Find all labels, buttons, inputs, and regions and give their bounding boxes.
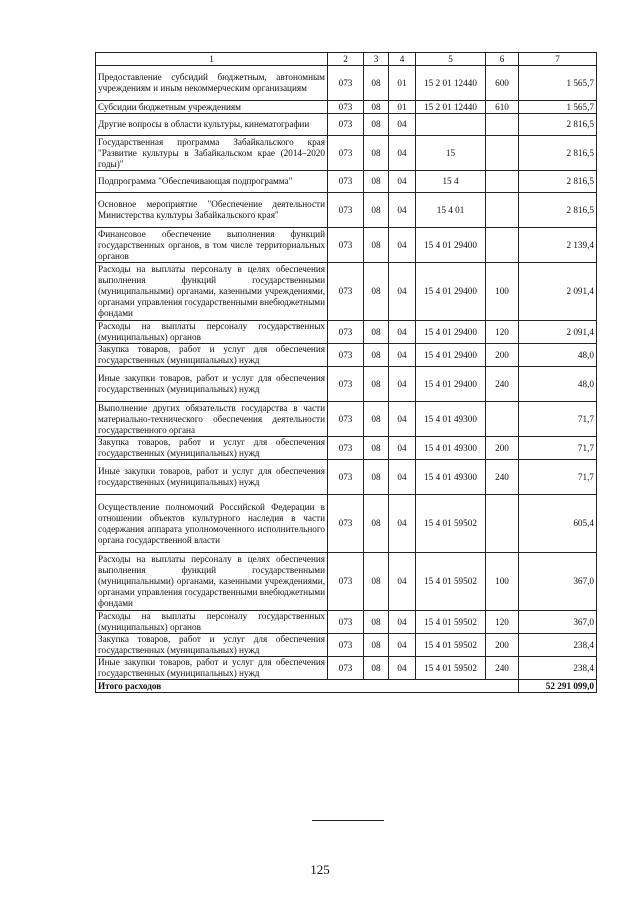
ved-code-cell: 073 bbox=[328, 171, 364, 193]
subsection-code-cell: 04 bbox=[389, 367, 416, 402]
expense-type-cell bbox=[486, 495, 519, 553]
expense-type-cell: 610 bbox=[486, 101, 519, 114]
ved-code-cell: 073 bbox=[328, 66, 364, 101]
ved-code-cell: 073 bbox=[328, 228, 364, 263]
section-code-cell: 08 bbox=[364, 402, 389, 437]
target-item-cell: 15 4 01 59502 bbox=[416, 495, 486, 553]
section-code-cell: 08 bbox=[364, 228, 389, 263]
subsection-code-cell: 04 bbox=[389, 193, 416, 228]
row-name-cell: Государственная программа Забайкальского края "Развитие культуры в Забайкальском крае (2014–2020 годы)" bbox=[96, 136, 328, 171]
section-code-cell: 08 bbox=[364, 495, 389, 553]
target-item-cell: 15 4 01 49300 bbox=[416, 437, 486, 460]
subsection-code-cell: 04 bbox=[389, 263, 416, 321]
row-name-cell: Осуществление полномочий Российской Федерации в отношении объектов культурного наследия в части содержания аппарата уполномоченного исполнительного органа государственной власти bbox=[96, 495, 328, 553]
header-cell: 7 bbox=[519, 53, 597, 66]
total-row bbox=[96, 680, 597, 693]
ved-code-cell: 073 bbox=[328, 495, 364, 553]
amount-cell: 367,0 bbox=[519, 611, 597, 634]
target-item-cell: 15 4 01 29400 bbox=[416, 367, 486, 402]
ved-code-cell: 073 bbox=[328, 344, 364, 367]
expense-type-cell: 240 bbox=[486, 460, 519, 495]
row-name-cell: Расходы на выплаты персоналу государственных (муниципальных) органов bbox=[96, 321, 328, 344]
section-code-cell: 08 bbox=[364, 437, 389, 460]
subsection-code-cell: 04 bbox=[389, 402, 416, 437]
amount-cell: 367,0 bbox=[519, 553, 597, 611]
target-item-cell: 15 4 01 29400 bbox=[416, 263, 486, 321]
amount-cell: 1 565,7 bbox=[519, 101, 597, 114]
target-item-cell bbox=[416, 114, 486, 136]
subsection-code-cell: 04 bbox=[389, 460, 416, 495]
row-name-cell: Основное мероприятие "Обеспечение деятельности Министерства культуры Забайкальского края" bbox=[96, 193, 328, 228]
section-code-cell: 08 bbox=[364, 193, 389, 228]
target-item-cell: 15 4 01 59502 bbox=[416, 611, 486, 634]
ved-code-cell: 073 bbox=[328, 402, 364, 437]
subsection-code-cell: 04 bbox=[389, 634, 416, 657]
header-cell: 2 bbox=[328, 53, 364, 66]
table-row bbox=[96, 344, 597, 367]
table-row bbox=[96, 402, 597, 437]
subsection-code-cell: 01 bbox=[389, 101, 416, 114]
row-name-cell: Выполнение других обязательств государства в части материально-технического обеспечения деятельности государственного органа bbox=[96, 402, 328, 437]
subsection-code-cell: 04 bbox=[389, 553, 416, 611]
expense-type-cell bbox=[486, 228, 519, 263]
table-row bbox=[96, 101, 597, 114]
row-name-cell: Предоставление субсидий бюджетным, автономным учреждениям и иным некоммерческим организациям bbox=[96, 66, 328, 101]
row-name-cell: Иные закупки товаров, работ и услуг для обеспечения государственных (муниципальных) нужд bbox=[96, 460, 328, 495]
ved-code-cell: 073 bbox=[328, 611, 364, 634]
amount-cell: 2 816,5 bbox=[519, 193, 597, 228]
section-code-cell: 08 bbox=[364, 634, 389, 657]
section-code-cell: 08 bbox=[364, 136, 389, 171]
expense-type-cell bbox=[486, 114, 519, 136]
amount-cell: 238,4 bbox=[519, 657, 597, 680]
table-row bbox=[96, 263, 597, 321]
subsection-code-cell: 04 bbox=[389, 321, 416, 344]
subsection-code-cell: 04 bbox=[389, 657, 416, 680]
header-cell: 5 bbox=[416, 53, 486, 66]
expense-type-cell bbox=[486, 171, 519, 193]
ved-code-cell: 073 bbox=[328, 321, 364, 344]
section-code-cell: 08 bbox=[364, 171, 389, 193]
header-cell: 1 bbox=[96, 53, 328, 66]
row-name-cell: Финансовое обеспечение выполнения функций государственных органов, в том числе территориальных органов bbox=[96, 228, 328, 263]
section-code-cell: 08 bbox=[364, 553, 389, 611]
ved-code-cell: 073 bbox=[328, 136, 364, 171]
table-row bbox=[96, 367, 597, 402]
expense-type-cell: 120 bbox=[486, 611, 519, 634]
expense-type-cell: 100 bbox=[486, 263, 519, 321]
target-item-cell: 15 4 01 59502 bbox=[416, 553, 486, 611]
header-cell: 4 bbox=[389, 53, 416, 66]
ved-code-cell: 073 bbox=[328, 657, 364, 680]
row-name-cell: Субсидии бюджетным учреждениям bbox=[96, 101, 328, 114]
amount-cell: 605,4 bbox=[519, 495, 597, 553]
row-name-cell: Расходы на выплаты персоналу в целях обеспечения выполнения функций государственными (муниципальными) органами, казенными учреждениями, органами управления государственными внебюджетными фондами bbox=[96, 263, 328, 321]
amount-cell: 48,0 bbox=[519, 367, 597, 402]
target-item-cell: 15 4 01 29400 bbox=[416, 228, 486, 263]
row-name-cell: Расходы на выплаты персоналу государственных (муниципальных) органов bbox=[96, 611, 328, 634]
target-item-cell: 15 4 01 49300 bbox=[416, 460, 486, 495]
amount-cell: 2 139,4 bbox=[519, 228, 597, 263]
table-row bbox=[96, 657, 597, 680]
subsection-code-cell: 04 bbox=[389, 611, 416, 634]
section-code-cell: 08 bbox=[364, 114, 389, 136]
expense-type-cell bbox=[486, 402, 519, 437]
table-row bbox=[96, 634, 597, 657]
table-row bbox=[96, 114, 597, 136]
amount-cell: 1 565,7 bbox=[519, 66, 597, 101]
subsection-code-cell: 04 bbox=[389, 136, 416, 171]
header-cell: 3 bbox=[364, 53, 389, 66]
target-item-cell: 15 4 01 59502 bbox=[416, 634, 486, 657]
table-row bbox=[96, 228, 597, 263]
expense-type-cell: 600 bbox=[486, 66, 519, 101]
subsection-code-cell: 04 bbox=[389, 344, 416, 367]
expense-type-cell: 240 bbox=[486, 657, 519, 680]
target-item-cell: 15 bbox=[416, 136, 486, 171]
subsection-code-cell: 01 bbox=[389, 66, 416, 101]
total-label: Итого расходов bbox=[96, 680, 519, 693]
expense-type-cell bbox=[486, 136, 519, 171]
row-name-cell: Иные закупки товаров, работ и услуг для обеспечения государственных (муниципальных) нужд bbox=[96, 657, 328, 680]
row-name-cell: Подпрограмма "Обеспечивающая подпрограмма" bbox=[96, 171, 328, 193]
ved-code-cell: 073 bbox=[328, 367, 364, 402]
table-row bbox=[96, 321, 597, 344]
target-item-cell: 15 4 01 bbox=[416, 193, 486, 228]
table-row bbox=[96, 495, 597, 553]
ved-code-cell: 073 bbox=[328, 114, 364, 136]
amount-cell: 2 816,5 bbox=[519, 114, 597, 136]
amount-cell: 2 091,4 bbox=[519, 263, 597, 321]
table-header-row bbox=[96, 53, 597, 66]
expense-type-cell: 200 bbox=[486, 344, 519, 367]
amount-cell: 48,0 bbox=[519, 344, 597, 367]
amount-cell: 2 816,5 bbox=[519, 136, 597, 171]
expense-type-cell: 200 bbox=[486, 634, 519, 657]
table-row bbox=[96, 66, 597, 101]
table-row bbox=[96, 553, 597, 611]
subsection-code-cell: 04 bbox=[389, 228, 416, 263]
section-code-cell: 08 bbox=[364, 367, 389, 402]
ved-code-cell: 073 bbox=[328, 553, 364, 611]
target-item-cell: 15 4 01 29400 bbox=[416, 321, 486, 344]
budget-table bbox=[95, 52, 597, 693]
ved-code-cell: 073 bbox=[328, 193, 364, 228]
expense-type-cell: 240 bbox=[486, 367, 519, 402]
footer-divider bbox=[312, 820, 384, 821]
table-row bbox=[96, 437, 597, 460]
table-row bbox=[96, 193, 597, 228]
table-row bbox=[96, 136, 597, 171]
target-item-cell: 15 2 01 12440 bbox=[416, 66, 486, 101]
ved-code-cell: 073 bbox=[328, 437, 364, 460]
section-code-cell: 08 bbox=[364, 263, 389, 321]
row-name-cell: Иные закупки товаров, работ и услуг для обеспечения государственных (муниципальных) нужд bbox=[96, 367, 328, 402]
amount-cell: 238,4 bbox=[519, 634, 597, 657]
section-code-cell: 08 bbox=[364, 657, 389, 680]
section-code-cell: 08 bbox=[364, 344, 389, 367]
subsection-code-cell: 04 bbox=[389, 495, 416, 553]
section-code-cell: 08 bbox=[364, 66, 389, 101]
target-item-cell: 15 4 01 49300 bbox=[416, 402, 486, 437]
subsection-code-cell: 04 bbox=[389, 437, 416, 460]
subsection-code-cell: 04 bbox=[389, 171, 416, 193]
row-name-cell: Закупка товаров, работ и услуг для обеспечения государственных (муниципальных) нужд bbox=[96, 634, 328, 657]
target-item-cell: 15 4 01 29400 bbox=[416, 344, 486, 367]
section-code-cell: 08 bbox=[364, 321, 389, 344]
expense-type-cell bbox=[486, 193, 519, 228]
expense-type-cell: 200 bbox=[486, 437, 519, 460]
section-code-cell: 08 bbox=[364, 460, 389, 495]
amount-cell: 71,7 bbox=[519, 437, 597, 460]
total-amount: 52 291 099,0 bbox=[519, 680, 597, 693]
ved-code-cell: 073 bbox=[328, 460, 364, 495]
expense-type-cell: 100 bbox=[486, 553, 519, 611]
target-item-cell: 15 4 bbox=[416, 171, 486, 193]
row-name-cell: Другие вопросы в области культуры, кинематографии bbox=[96, 114, 328, 136]
ved-code-cell: 073 bbox=[328, 634, 364, 657]
row-name-cell: Расходы на выплаты персоналу в целях обеспечения выполнения функций государственными (муниципальными) органами, казенными учреждениями, органами управления государственными внебюджетными фондами bbox=[96, 553, 328, 611]
row-name-cell: Закупка товаров, работ и услуг для обеспечения государственных (муниципальных) нужд bbox=[96, 344, 328, 367]
amount-cell: 2 091,4 bbox=[519, 321, 597, 344]
section-code-cell: 08 bbox=[364, 611, 389, 634]
amount-cell: 2 816,5 bbox=[519, 171, 597, 193]
ved-code-cell: 073 bbox=[328, 263, 364, 321]
target-item-cell: 15 4 01 59502 bbox=[416, 657, 486, 680]
page-number: 125 bbox=[310, 862, 330, 877]
subsection-code-cell: 04 bbox=[389, 114, 416, 136]
target-item-cell: 15 2 01 12440 bbox=[416, 101, 486, 114]
amount-cell: 71,7 bbox=[519, 460, 597, 495]
ved-code-cell: 073 bbox=[328, 101, 364, 114]
table-row bbox=[96, 171, 597, 193]
amount-cell: 71,7 bbox=[519, 402, 597, 437]
expense-type-cell: 120 bbox=[486, 321, 519, 344]
row-name-cell: Закупка товаров, работ и услуг для обеспечения государственных (муниципальных) нужд bbox=[96, 437, 328, 460]
section-code-cell: 08 bbox=[364, 101, 389, 114]
table-row bbox=[96, 460, 597, 495]
header-cell: 6 bbox=[486, 53, 519, 66]
table-row bbox=[96, 611, 597, 634]
